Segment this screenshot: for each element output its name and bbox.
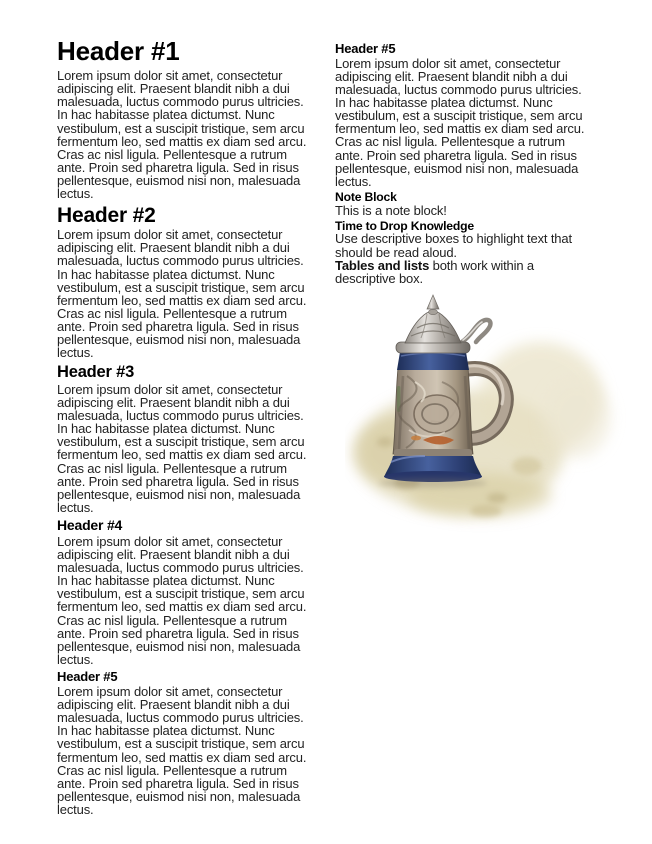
stein-lid: [396, 295, 470, 370]
paragraph-1: Lorem ipsum dolor sit amet, consectetur adipiscing elit. Praesent blandit nibh a dui malesuada, luctus commodo purus ultricies. In hac habitasse platea dictumst. Nunc vestibulum, est a suscipit tristique, sem arcu fermentum leo, sed mattis ex diam sed arcu. Cras ac nisl ligula. Pellentesque a rutrum ante. Proin sed pharetra ligula. Sed in risus pellentesque, euismod nisi non, malesuada lectus.: [57, 68, 307, 202]
beer-stein-illustration-icon: [345, 290, 627, 535]
knowledge-heading: Time to Drop Knowledge: [335, 218, 474, 233]
header-3: Header #3: [57, 362, 135, 381]
left-column: [57, 38, 314, 816]
header-2: Header #2: [57, 203, 156, 227]
header-4: Header #4: [57, 517, 123, 534]
right-column: [335, 38, 592, 285]
note-block-heading: Note Block: [335, 190, 397, 205]
paragraph-3: Lorem ipsum dolor sit amet, consectetur adipiscing elit. Praesent blandit nibh a dui malesuada, luctus commodo purus ultricies. In hac habitasse platea dictumst. Nunc vestibulum, est a suscipit tristique, sem arcu fermentum leo, sed mattis ex diam sed arcu. Cras ac nisl ligula. Pellentesque a rutrum ante. Proin sed pharetra ligula. Sed in risus pellentesque, euismod nisi non, malesuada lectus.: [57, 381, 307, 516]
paragraph-4: Lorem ipsum dolor sit amet, consectetur adipiscing elit. Praesent blandit nibh a dui malesuada, luctus commodo purus ultricies. In hac habitasse platea dictumst. Nunc vestibulum, est a suscipit tristique, sem arcu fermentum leo, sed mattis ex diam sed arcu. Cras ac nisl ligula. Pellentesque a rutrum ante. Proin sed pharetra ligula. Sed in risus pellentesque, euismod nisi non, malesuada lectus.: [57, 533, 307, 668]
tables-lists-bold-lead: Tables and lists: [335, 257, 430, 273]
header-5-right: Header #5: [335, 41, 396, 56]
paragraph-2: Lorem ipsum dolor sit amet, consectetur adipiscing elit. Praesent blandit nibh a dui malesuada, luctus commodo purus ultricies. In hac habitasse platea dictumst. Nunc vestibulum, est a suscipit tristique, sem arcu fermentum leo, sed mattis ex diam sed arcu. Cras ac nisl ligula. Pellentesque a rutrum ante. Proin sed pharetra ligula. Sed in risus pellentesque, euismod nisi non, malesuada lectus.: [57, 227, 307, 361]
stein-thumb-lever: [462, 320, 490, 342]
stein-figure: [345, 290, 627, 535]
stein-body: [393, 368, 473, 454]
stein-base: [379, 449, 487, 488]
tables-lists-rest: both work within a descriptive box.: [335, 257, 534, 286]
header-5-left: Header #5: [57, 669, 118, 685]
header-1: Header #1: [57, 36, 180, 66]
note-block-text: This is a note block!: [335, 202, 447, 218]
paragraph-right: Lorem ipsum dolor sit amet, consectetur adipiscing elit. Praesent blandit nibh a dui malesuada, luctus commodo purus ultricies. In hac habitasse platea dictumst. Nunc vestibulum, est a suscipit tristique, sem arcu fermentum leo, sed mattis ex diam sed arcu. Cras ac nisl ligula. Pellentesque a rutrum ante. Proin sed pharetra ligula. Sed in risus pellentesque, euismod nisi non, malesuada lectus.: [335, 55, 585, 189]
knowledge-text: Use descriptive boxes to highlight text that should be read aloud.: [335, 231, 572, 260]
tables-lists-text: [335, 259, 592, 285]
paragraph-5: Lorem ipsum dolor sit amet, consectetur adipiscing elit. Praesent blandit nibh a dui malesuada, luctus commodo purus ultricies. In hac habitasse platea dictumst. Nunc vestibulum, est a suscipit tristique, sem arcu fermentum leo, sed mattis ex diam sed arcu. Cras ac nisl ligula. Pellentesque a rutrum ante. Proin sed pharetra ligula. Sed in risus pellentesque, euismod nisi non, malesuada lectus.: [57, 683, 307, 818]
